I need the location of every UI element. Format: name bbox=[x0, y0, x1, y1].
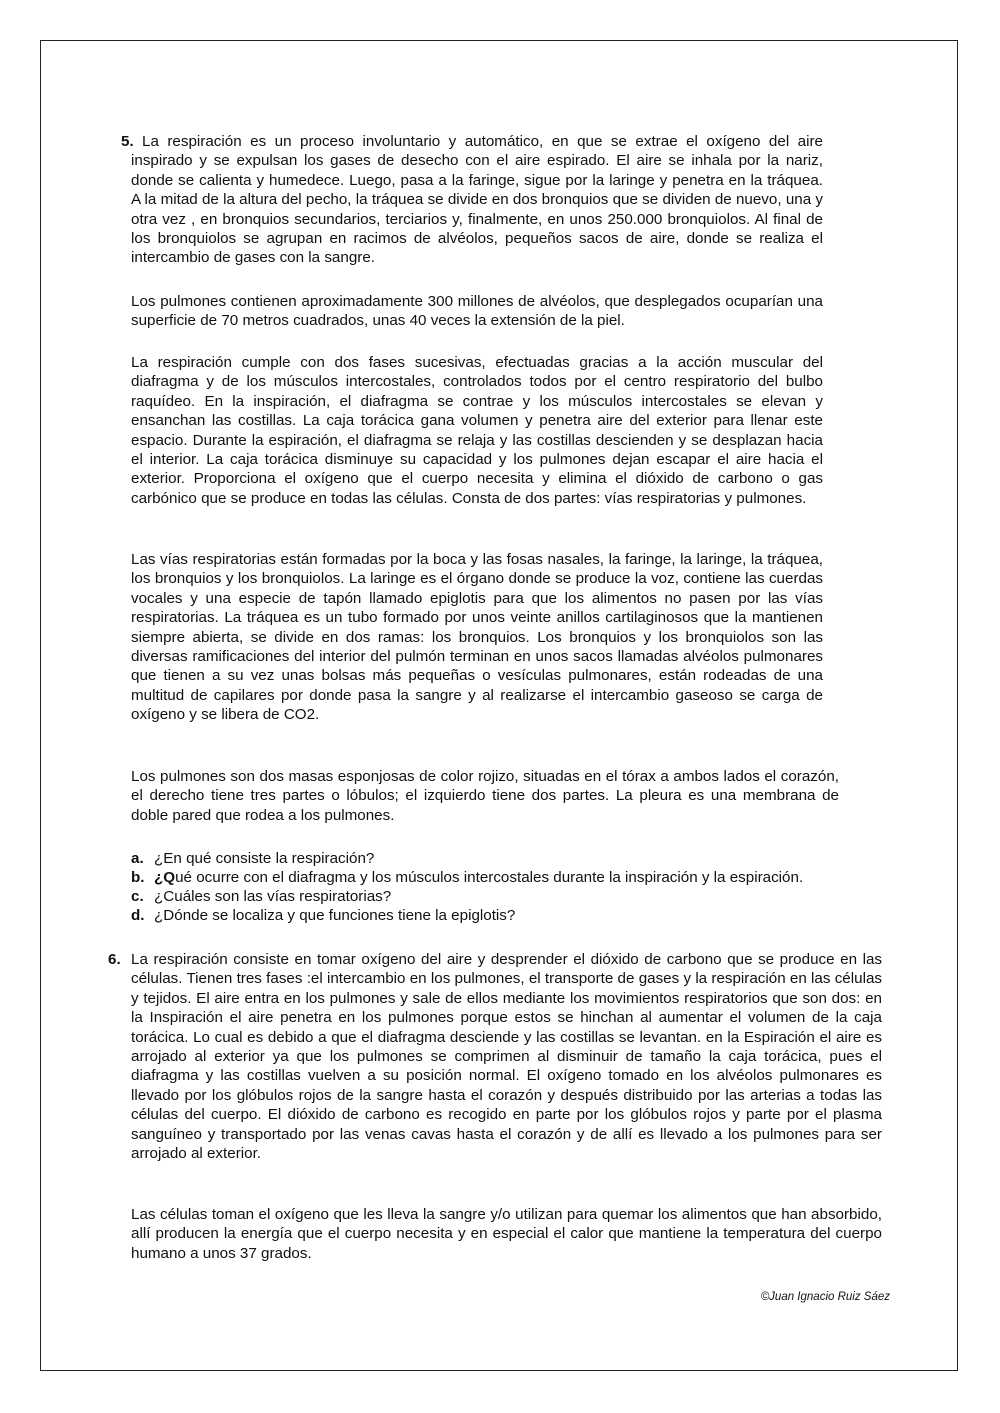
question-label: c. bbox=[131, 888, 144, 905]
item5-paragraph-5: Los pulmones son dos masas esponjosas de color rojizo, situadas en el tórax a ambos lados el corazón, el derecho tiene tres partes o lóbulos; el izquierdo tiene dos partes. La pleura es una membrana de doble pared que rodea a los pulmones. bbox=[131, 768, 839, 824]
item-number-6: 6. bbox=[108, 951, 121, 968]
question-b bbox=[131, 868, 803, 887]
item5-paragraph-3: La respiración cumple con dos fases sucesivas, efectuadas gracias a la acción muscular del diafragma y de los músculos intercostales, controlados todos por el centro respiratorio del bulbo raquídeo. En la inspiración, el diafragma se contrae y los músculos intercostales se elevan y ensanchan las costillas. La caja torácica gana volumen y penetra aire del exterior para llenar este espacio. Durante la espiración, el diafragma se relaja y las costillas descienden y se desplazan hacia el interior. La caja torácica disminuye su capacidad y los pulmones dejan escapar el aire hacia el exterior. Proporciona el oxígeno que el cuerpo necesita y elimina el dióxido de carbono o gas carbónico que se produce en todas las células. Consta de dos partes: vías respiratorias y pulmones. bbox=[131, 354, 823, 507]
question-text: ¿En qué consiste la respiración? bbox=[154, 850, 375, 867]
question-d bbox=[131, 906, 515, 925]
question-text: ¿Cuáles son las vías respiratorias? bbox=[154, 888, 392, 905]
item5-paragraph-1: La respiración es un proceso involuntario y automático, en que se extrae el oxígeno del aire inspirado y se expulsan los gases de desecho con el aire espirado. El aire se inhala por la nariz, donde se calienta y humedece. Luego, pasa a la faringe, sigue por la laringe y penetra en la tráquea. A la mitad de la altura del pecho, la tráquea se divide en dos bronquios que se dividen de nuevo, una y otra vez , en bronquios secundarios, terciarios y, finalmente, en unos 250.000 bronquiolos. Al final de los bronquiolos se agrupan en racimos de alvéolos, pequeños sacos de aire, donde se realiza el intercambio de gases con la sangre. bbox=[131, 133, 823, 267]
question-text: ¿Dónde se localiza y que funciones tiene la epiglotis? bbox=[154, 907, 516, 924]
question-text: ué ocurre con el diafragma y los músculos intercostales durante la inspiración y la espiración. bbox=[175, 869, 804, 886]
question-label: d. bbox=[131, 907, 145, 924]
item6-paragraph-1: La respiración consiste en tomar oxígeno del aire y desprender el dióxido de carbono que se produce en las células. Tienen tres fases :el intercambio en los pulmones, el transporte de gases y la respiración en las células y tejidos. El aire entra en los pulmones y sale de ellos mediante los movimientos respiratorios que son dos: en la Inspiración el aire penetra en los pulmones porque estos se hinchan al aumentar el volumen de la caja torácica. Lo cual es debido a que el diafragma desciende y las costillas se levantan. en la Espiración el aire es arrojado al exterior ya que los pulmones se comprimen al disminuir de tamaño la caja torácica, pues el diafragma y las costillas vuelven a su posición normal. El oxígeno tomado en los alvéolos pulmonares es llevado por los glóbulos rojos de la sangre hasta el corazón y después distribuido por las arterias a todas las células del cuerpo. El dióxido de carbono es recogido en parte por los glóbulos rojos y parte por el plasma sanguíneo y transportado por las venas cavas hasta el corazón y de allí es llevado a los pulmones para ser arrojado al exterior. bbox=[131, 951, 882, 1163]
item5-paragraph-2: Los pulmones contienen aproximadamente 300 millones de alvéolos, que desplegados ocuparían una superficie de 70 metros cuadrados, unas 40 veces la extensión de la piel. bbox=[131, 293, 823, 330]
item5-paragraph-4: Las vías respiratorias están formadas por la boca y las fosas nasales, la faringe, la laringe, la tráquea, los bronquios y los bronquiolos. La laringe es el órgano donde se produce la voz, contiene las cuerdas vocales y una especie de tapón llamado epiglotis para que los alimentos no pasen por las vías respiratorias. La tráquea es un tubo formado por unos veinte anillos cartilaginosos que la mantienen siempre abierta, se divide en dos ramas: los bronquios. Los bronquios y los bronquiolos son las diversas ramificaciones del interior del pulmón terminan en unos sacos llamadas alvéolos pulmonares que tienen a su vez unas bolsas más pequeñas o vesículas pulmonares, están rodeadas de una multitud de capilares por donde pasa la sangre y al realizarse el intercambio gaseoso se carga de oxígeno y se libera de CO2. bbox=[131, 551, 823, 724]
question-c bbox=[131, 887, 391, 906]
question-label: a. bbox=[131, 850, 144, 867]
question-prefix: ¿Q bbox=[154, 869, 176, 886]
question-label: b. bbox=[131, 869, 145, 886]
item6-paragraph-2: Las células toman el oxígeno que les lleva la sangre y/o utilizan para quemar los alimentos que han absorbido, allí producen la energía que el cuerpo necesita y en especial el calor que mantiene la temperatura del cuerpo humano a unos 37 grados. bbox=[131, 1206, 882, 1262]
question-a bbox=[131, 849, 374, 868]
item-number-5: 5. bbox=[121, 133, 134, 150]
author-credit: ©Juan Ignacio Ruiz Sáez bbox=[760, 1291, 890, 1303]
